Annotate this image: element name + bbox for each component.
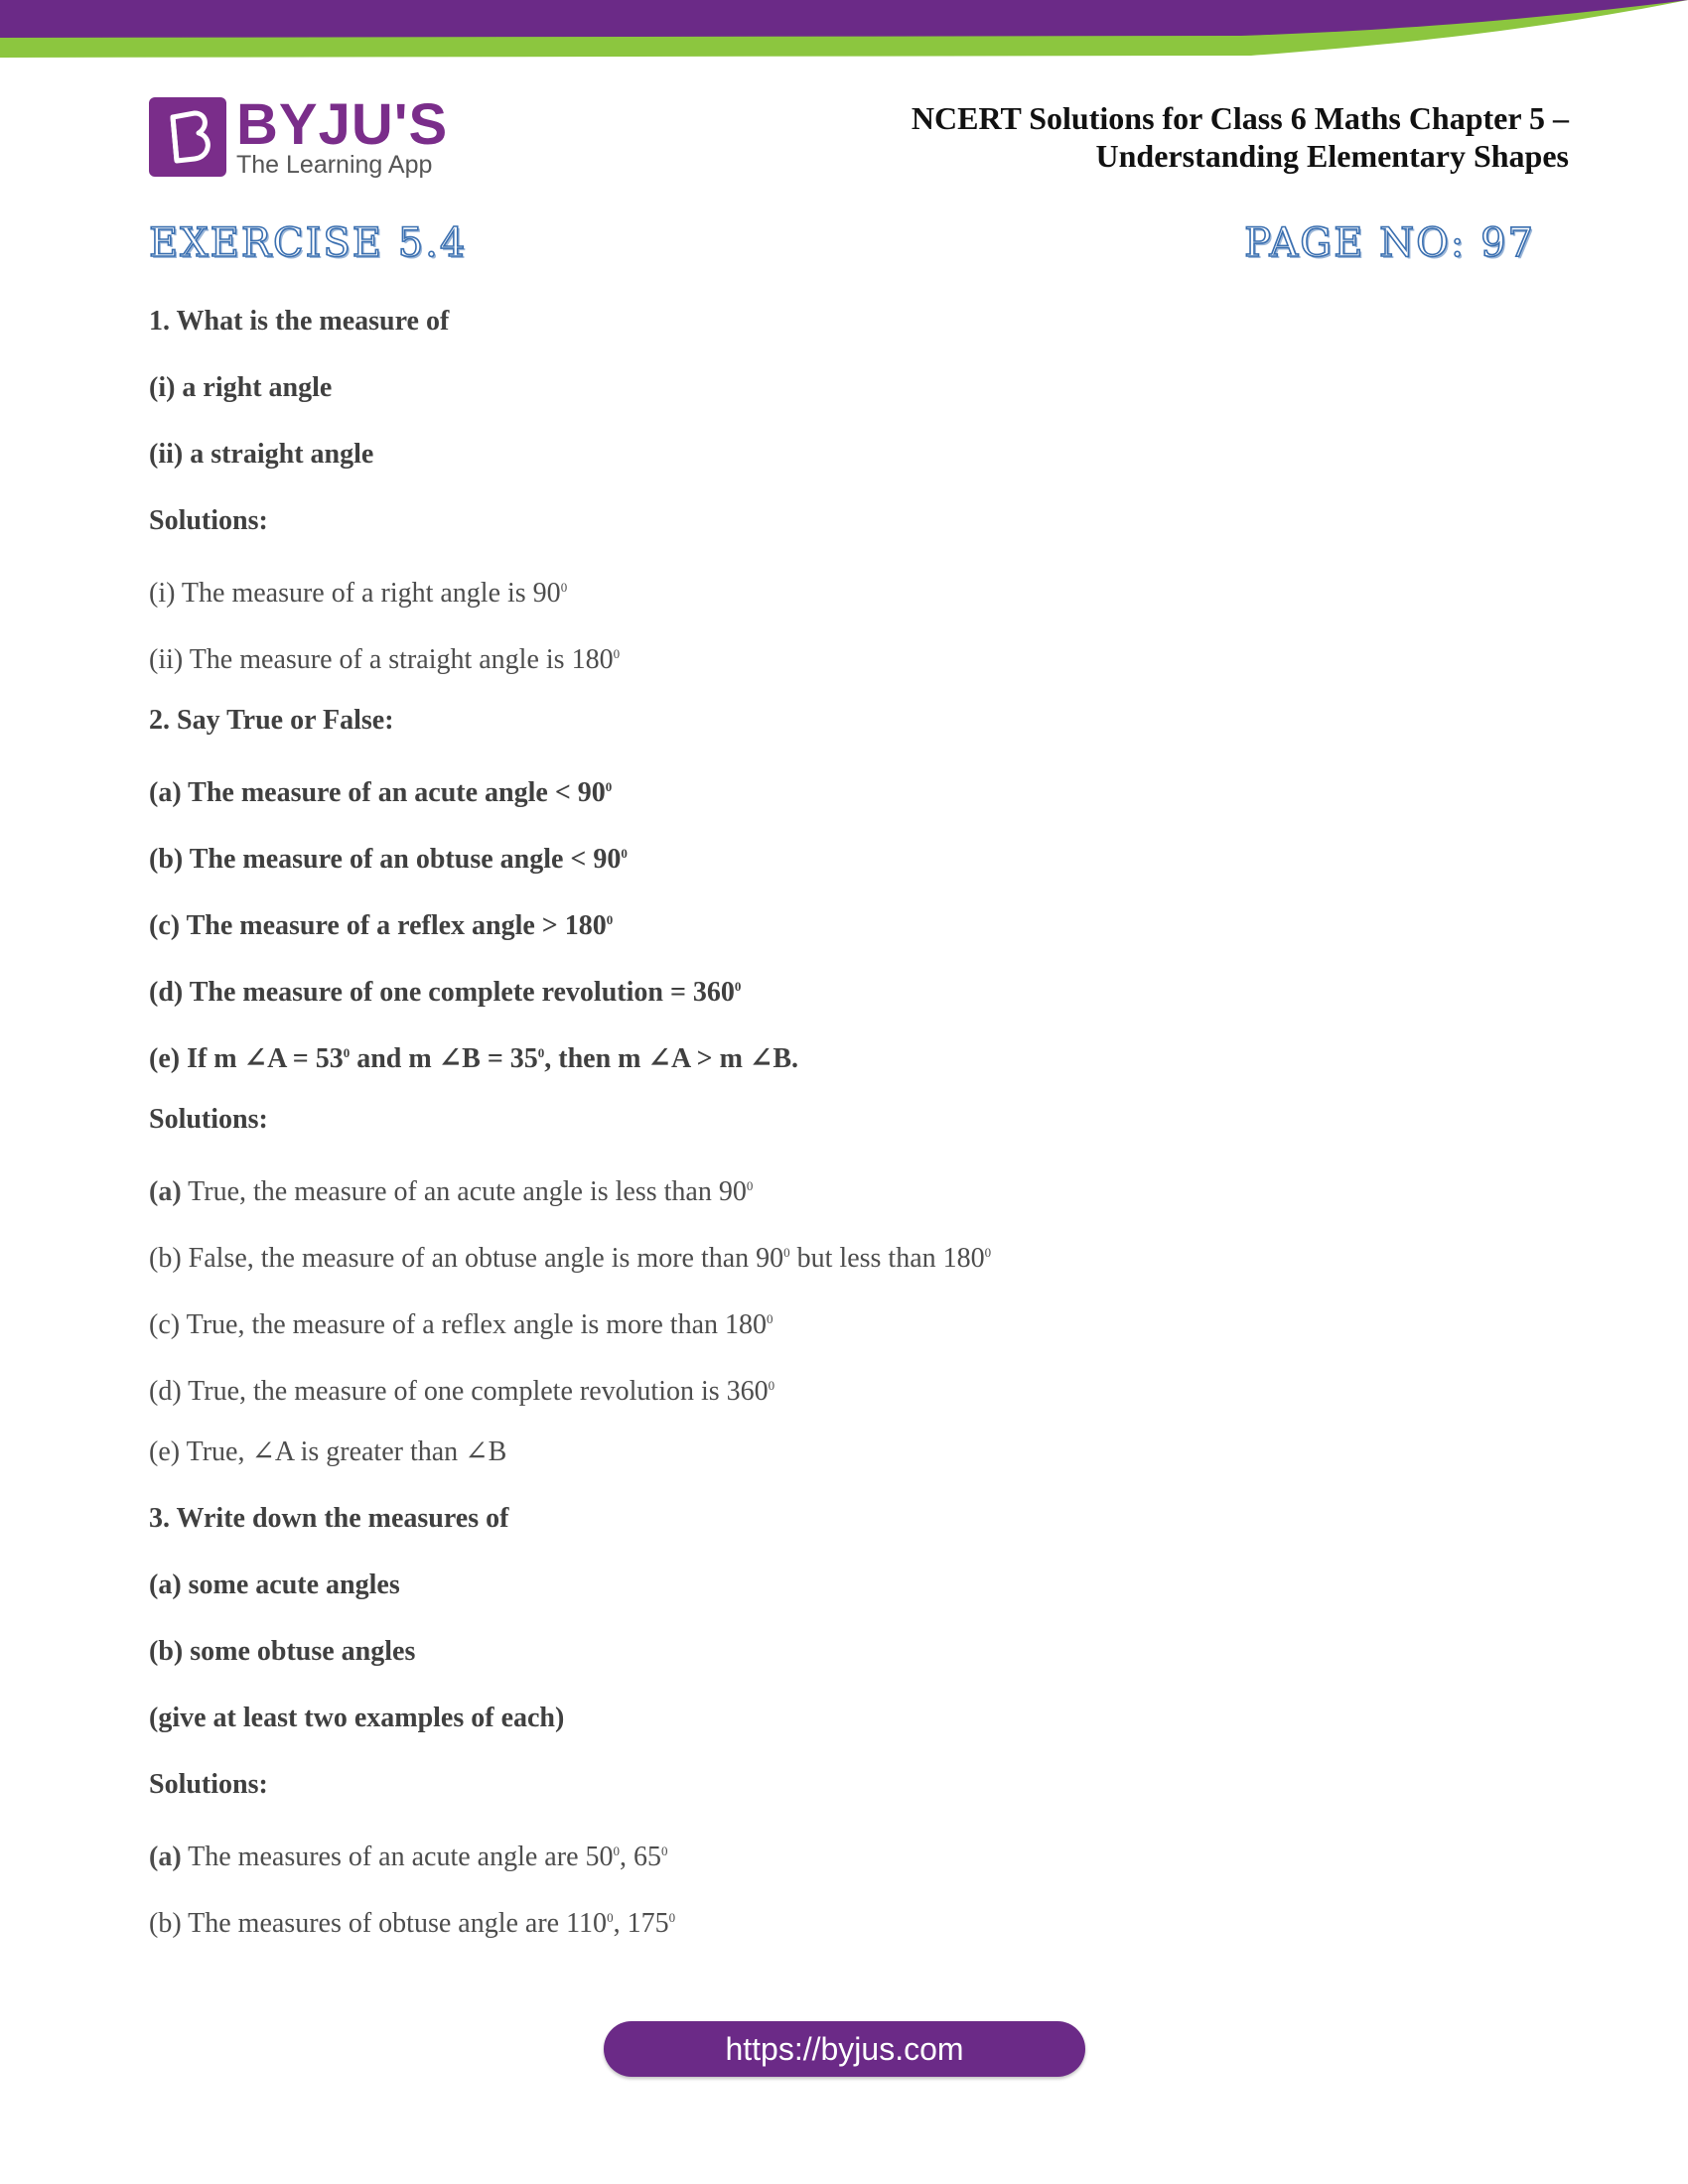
question-3: 3. Write down the measures of [149,1503,509,1534]
answer-3-part-a: (a) The measures of an acute angle are $50^0$, $65^0$ [149,1842,668,1872]
question-2-part-e: (e) If m ∠A = $53^0$ and m ∠B = $35^0$, then m ∠A > m ∠B. [149,1043,799,1074]
answer-2-part-c: (c) True, the measure of a reflex angle is more than $180^0$ [149,1309,774,1340]
question-2-part-a: (a) The measure of an acute angle < $90^0$ [149,777,613,808]
byjus-logo [149,92,449,181]
answer-2-part-a: (a) True, the measure of an acute angle is less than $90^0$ [149,1176,754,1207]
solutions-heading-3: Solutions: [149,1769,268,1800]
solutions-heading-1: Solutions: [149,505,268,536]
answer-2-part-e: (e) True, ∠A is greater than ∠B [149,1436,507,1467]
answer-3-part-b: (b) The measures of obtuse angle are $110^0$, $175^0$ [149,1908,676,1939]
degree-mark: 0 [537,1045,545,1060]
degree-mark: 0 [613,1843,620,1858]
degree-mark: 0 [621,846,628,861]
degree-mark: 0 [607,1910,614,1925]
footer-website-link[interactable]: https://byjus.com [604,2021,1085,2077]
header-title-line-2: Understanding Elementary Shapes [1095,138,1569,174]
question-2-part-d: (d) The measure of one complete revolution = $360^0$ [149,977,742,1008]
degree-mark: 0 [767,1311,774,1326]
solutions-heading-2: Solutions: [149,1104,268,1135]
degree-mark: 0 [613,646,621,661]
answer-1-part-i: (i) The measure of a right angle is $90^0$ [149,578,568,609]
top-decorative-band [0,0,1688,62]
exercise-content [149,302,1559,1965]
degree-mark: 0 [746,1178,754,1193]
degree-mark: 0 [783,1245,790,1260]
document-header-title [814,99,1569,175]
exercise-title: EXERCISE 5.4 [149,220,468,266]
question-3-part-b: (b) some obtuse angles [149,1636,416,1667]
question-3-note: (give at least two examples of each) [149,1703,565,1733]
question-2: 2. Say True or False: [149,705,394,736]
answer-1-part-ii: (ii) The measure of a straight angle is $180^0$ [149,644,621,675]
question-2-part-c: (c) The measure of a reflex angle > $180^0$ [149,910,614,941]
question-3-part-a: (a) some acute angles [149,1570,400,1600]
degree-mark: 0 [605,779,613,794]
degree-mark: 0 [734,979,742,994]
page-number: PAGE NO: 97 [1244,220,1535,266]
answer-2-part-d: (d) True, the measure of one complete revolution is $360^0$ [149,1376,775,1407]
degree-mark: 0 [606,912,614,927]
answer-lead: (a) [149,1176,182,1207]
degree-mark: 0 [560,580,568,595]
question-1-part-ii: (ii) a straight angle [149,439,374,470]
degree-mark: 0 [343,1045,351,1060]
logo-tagline: The Learning App [236,151,433,179]
degree-mark: 0 [661,1843,668,1858]
degree-mark: 0 [668,1910,676,1925]
answer-lead: (a) [149,1842,182,1872]
question-1: 1. What is the measure of [149,306,450,337]
degree-mark: 0 [768,1378,775,1393]
degree-mark: 0 [984,1245,992,1260]
byjus-logo-mark [149,97,226,177]
answer-2-part-b: (b) False, the measure of an obtuse angle is more than $90^0$ but less than $180^0$ [149,1243,992,1274]
logo-brand-name: BYJU'S [236,92,449,157]
header-title-line-1: NCERT Solutions for Class 6 Maths Chapter 5 – [911,100,1569,136]
question-2-part-b: (b) The measure of an obtuse angle < $90^0$ [149,844,628,875]
question-1-part-i: (i) a right angle [149,372,333,403]
